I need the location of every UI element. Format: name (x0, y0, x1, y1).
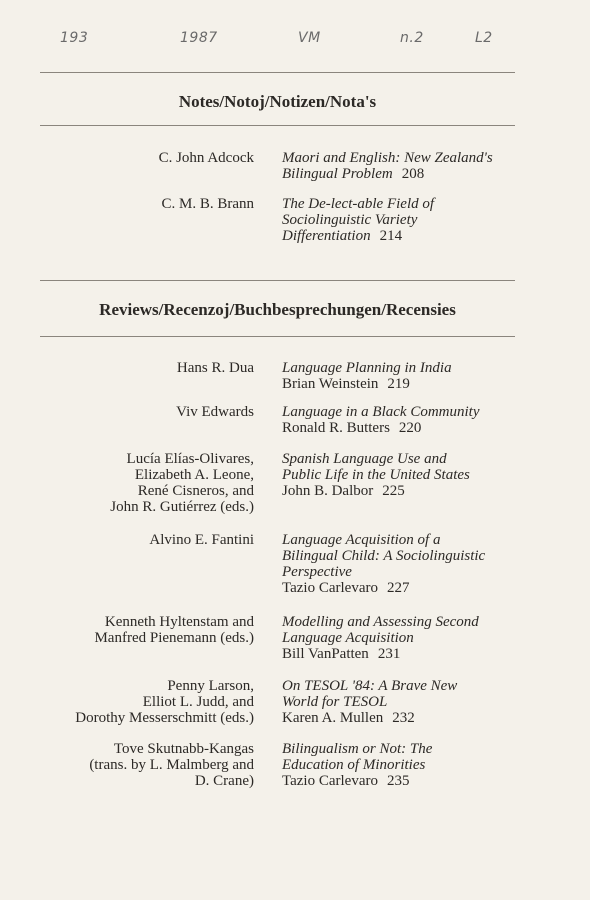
entry-page: 208 (401, 166, 425, 182)
entry-author: C. John Adcock (158, 150, 254, 166)
handwritten-annotations (0, 30, 590, 60)
entry-reviewer: Karen A. Mullen 232 (282, 710, 415, 726)
handwritten-note: 193 (60, 30, 89, 46)
entry-page: 219 (387, 376, 410, 392)
handwritten-note: VM (298, 30, 321, 46)
entry-title: Language Acquisition of a Bilingual Child: A Sociolinguistic Perspective (282, 532, 486, 580)
notes-heading: Notes/Notoj/Notizen/Nota's (178, 92, 377, 111)
reviews-heading: Reviews/Recenzoj/Buchbesprechungen/Recensies (99, 300, 456, 319)
entry-work (282, 614, 562, 662)
entry-author: C. M. B. Brann (161, 196, 254, 212)
entry-title: Maori and English: New Zealand's Bilingual Problem 208 (282, 150, 493, 182)
entry-page: 231 (377, 646, 401, 662)
divider (40, 336, 515, 337)
divider (40, 125, 515, 126)
entry-reviewer: Tazio Carlevaro 235 (282, 773, 410, 789)
handwritten-note: n.2 (400, 30, 424, 46)
entry-work (282, 404, 562, 436)
divider (40, 72, 515, 73)
entry-reviewer: Bill VanPatten 231 (282, 646, 401, 662)
entry-work (282, 360, 562, 392)
entry-author: Kenneth Hyltenstam and Manfred Pienemann (eds.) (94, 614, 254, 646)
entry-title: Modelling and Assessing Second Language Acquisition (282, 614, 479, 646)
entry-page: 220 (398, 420, 422, 436)
handwritten-note: L2 (475, 30, 493, 46)
entry-author: Tove Skutnabb-Kangas (trans. by L. Malmberg and D. Crane) (89, 741, 254, 789)
entry-page: 227 (386, 580, 410, 596)
entry-author: Hans R. Dua (176, 360, 254, 376)
entry-work (282, 150, 562, 182)
divider (40, 280, 515, 281)
entry-author: Viv Edwards (176, 404, 254, 420)
entry-page: 225 (382, 483, 405, 499)
entry-page: 235 (386, 773, 410, 789)
entry-title: Language in a Black Community (282, 404, 480, 420)
entry-title: On TESOL '84: A Brave New World for TESOL (282, 678, 458, 710)
entry-author: Lucía Elías-Olivares, Elizabeth A. Leone, René Cisneros, and John R. Gutiérrez (eds.) (110, 451, 254, 515)
entry-reviewer: Tazio Carlevaro 227 (282, 580, 410, 596)
entry-work (282, 678, 562, 726)
entry-work (282, 196, 562, 244)
entry-title: The De-lect-able Field of Sociolinguistic Variety Differentiation 214 (282, 196, 435, 244)
entry-page: 232 (392, 710, 415, 726)
entry-reviewer: Ronald R. Butters 220 (282, 420, 422, 436)
entry-author: Alvino E. Fantini (149, 532, 254, 548)
entry-title: Language Planning in India (282, 360, 452, 376)
entry-reviewer: Brian Weinstein 219 (282, 376, 410, 392)
entry-title: Spanish Language Use and Public Life in the United States (282, 451, 470, 483)
entry-title: Bilingualism or Not: The Education of Minorities (282, 741, 433, 773)
entry-page: 214 (379, 228, 403, 244)
entry-author: Penny Larson, Elliot L. Judd, and Dorothy Messerschmitt (eds.) (75, 678, 254, 726)
handwritten-note: 1987 (180, 30, 218, 46)
entry-work (282, 741, 562, 789)
entry-reviewer: John B. Dalbor 225 (282, 483, 405, 499)
entry-work (282, 451, 562, 499)
entry-work (282, 532, 562, 596)
